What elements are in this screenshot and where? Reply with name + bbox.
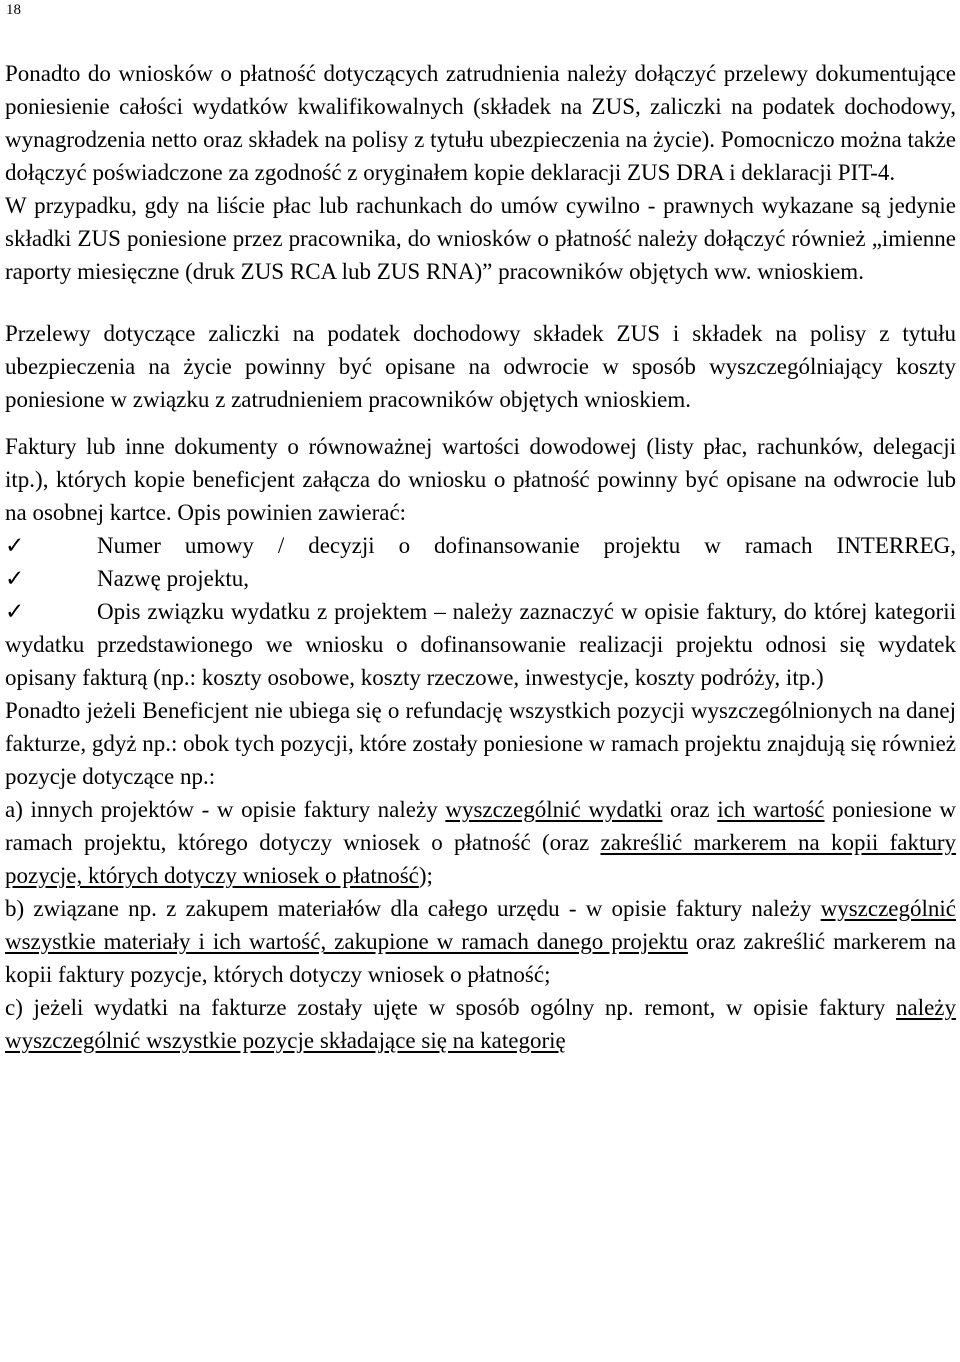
checklist-item-contract-number bbox=[5, 529, 956, 562]
list-marker: c) bbox=[5, 995, 23, 1020]
paragraph-transfers: Przelewy dotyczące zaliczki na podatek dochodowy składek ZUS i składek na polisy z tytułu ubezpieczenia na życie powinny być opisane na odwrocie w sposób wyszczególniający koszty poniesione w związku z zatrudnieniem pracowników objętych wnioskiem. bbox=[5, 321, 956, 412]
underlined-text: wyszczególnić wydatki bbox=[445, 797, 663, 822]
paragraph-partial-refund: Ponadto jeżeli Beneficjent nie ubiega się o refundację wszystkich pozycji wyszczególnionych na danej fakturze, gdyż np.: obok tych pozycji, które zostały poniesione w ramach projektu znajdują się również pozycje dotyczące np.: bbox=[5, 698, 956, 789]
checkmark-icon: ✓ bbox=[5, 599, 25, 624]
checklist-item-text: Nazwę projektu, bbox=[97, 566, 249, 591]
paragraph-invoices: Faktury lub inne dokumenty o równoważnej wartości dowodowej (listy płac, rachunków, delegacji itp.), których kopie beneficjent załącza do wniosku o płatność powinny być opisane na odwrocie lub na osobnej kartce. Opis powinien zawierać: bbox=[5, 434, 956, 525]
document-body bbox=[5, 57, 956, 1057]
list-item-a: a) innych projektów - w opisie faktury należy wyszczególnić wydatki oraz ich wartość poniesione w ramach projektu, którego dotyczy wniosek o płatność (oraz zakreślić markerem na kopii faktury pozycje, których dotyczy wniosek o płatność); bbox=[5, 797, 957, 888]
checklist-item-text: Numer umowy / decyzji o dofinansowanie projektu w ramach INTERREG, bbox=[97, 533, 956, 558]
checkmark-icon: ✓ bbox=[5, 566, 25, 591]
checkmark-icon: ✓ bbox=[5, 533, 25, 558]
checklist-item-text: Opis związku wydatku z projektem – należy zaznaczyć w opisie faktury, do której kategorii wydatku przedstawionego we wniosku o dofinansowanie realizacji projektu odnosi się wydatek opisany fakturą (np.: koszty osobowe, koszty rzeczowe, inwestycje, koszty podróży, itp.) bbox=[5, 599, 956, 690]
underlined-text: zakreślić markerem na kopii faktury pozycje, których dotyczy wniosek o płatność bbox=[5, 830, 956, 888]
checklist-item-expense-description bbox=[5, 595, 956, 694]
underlined-text: należy wyszczególnić wszystkie pozycje składające się na kategorię bbox=[5, 995, 956, 1053]
page-number: 18 bbox=[6, 2, 21, 18]
list-item-c: c) jeżeli wydatki na fakturze zostały ujęte w sposób ogólny np. remont, w opisie faktury należy wyszczególnić wszystkie pozycje składające się na kategorię bbox=[5, 995, 956, 1053]
underlined-text: ich wartość bbox=[717, 797, 825, 822]
checklist-item-project-name bbox=[5, 562, 956, 595]
list-marker: a) bbox=[5, 797, 23, 822]
list-item-b: b) związane np. z zakupem materiałów dla całego urzędu - w opisie faktury należy wyszczególnić wszystkie materiały i ich wartość, zakupione w ramach danego projektu oraz zakreślić markerem na kopii faktury pozycje, których dotyczy wniosek o płatność; bbox=[5, 896, 957, 987]
underlined-text: wyszczególnić wszystkie materiały i ich wartość, zakupione w ramach danego projektu bbox=[5, 896, 956, 954]
paragraph-zus-contributions: W przypadku, gdy na liście płac lub rachunkach do umów cywilno - prawnych wykazane są jedynie składki ZUS poniesione przez pracownika, do wniosków o płatność należy dołączyć również „imienne raporty miesięczne (druk ZUS RCA lub ZUS RNA)” pracowników objętych ww. wnioskiem. bbox=[5, 193, 956, 284]
paragraph-attachments: Ponadto do wniosków o płatność dotyczących zatrudnienia należy dołączyć przelewy dokumentujące poniesienie całości wydatków kwalifikowalnych (składek na ZUS, zaliczki na podatek dochodowy, wynagrodzenia netto oraz składek na polisy z tytułu ubezpieczenia na życie). Pomocniczo można także dołączyć poświadczone za zgodność z oryginałem kopie deklaracji ZUS DRA i deklaracji PIT-4. bbox=[5, 61, 956, 185]
list-marker: b) bbox=[5, 896, 25, 921]
